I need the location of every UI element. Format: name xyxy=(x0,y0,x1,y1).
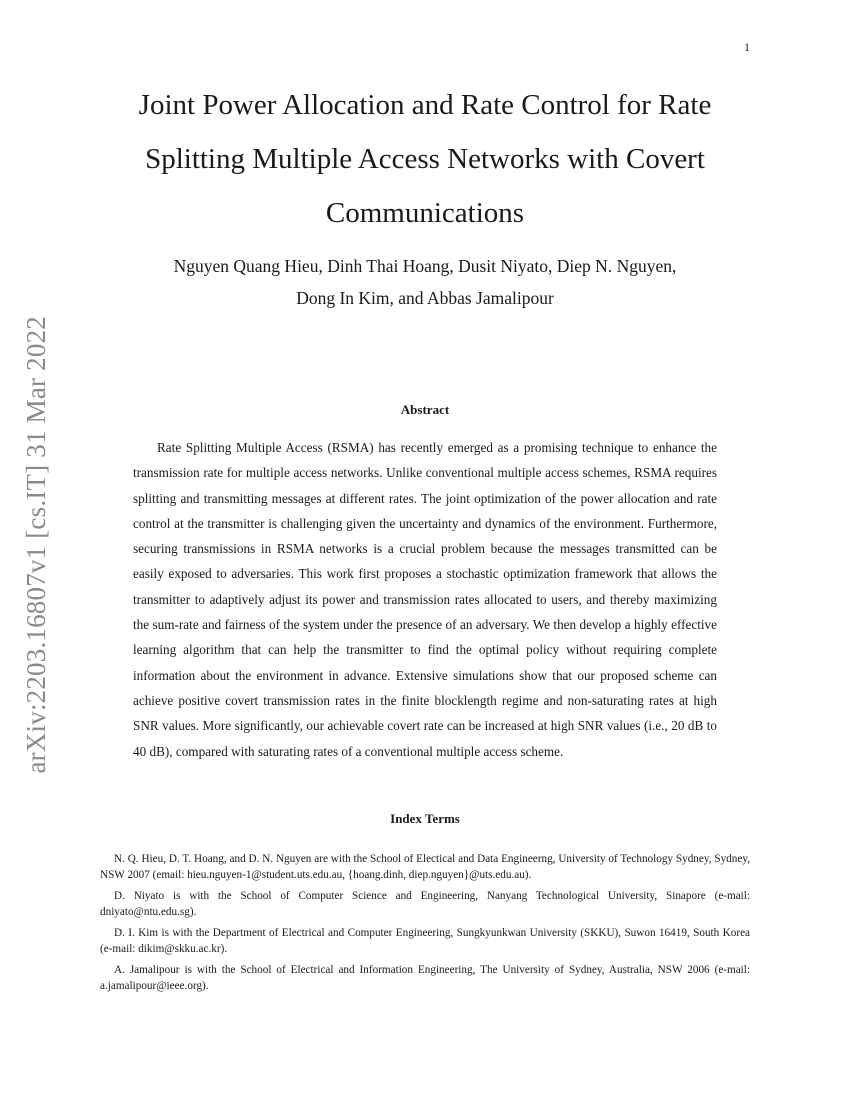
abstract-body: Rate Splitting Multiple Access (RSMA) has recently emerged as a promising technique to enhance the transmission rate for multiple access networks. Unlike conventional multiple access schemes, RSMA requires splitting and transmitting messages at different rates. The joint optimization of the power allocation and rate control at the transmitter is challenging given the uncertainty and dynamics of the environment. Furthermore, securing transmissions in RSMA networks is a crucial problem because the messages transmitted can be easily exposed to adversaries. This work first proposes a stochastic optimization framework that allows the transmitter to adaptively adjust its power and transmission rates allocated to users, and thereby maximizing the sum-rate and fairness of the system under the presence of an adversary. We then develop a highly effective learning algorithm that can help the transmitter to find the optimal policy without requiring complete information about the environment in advance. Extensive simulations show that our proposed scheme can achieve positive covert transmission rates in the finite blocklength regime and non-saturating rates at high SNR values. More significantly, our achievable covert rate can be increased at high SNR values (i.e., 20 dB to 40 dB), compared with saturating rates of a conventional multiple access scheme. xyxy=(133,440,717,759)
abstract-heading: Abstract xyxy=(400,402,450,417)
footnote-jamalipour: A. Jamalipour is with the School of Electrical and Information Engineering, The University of Sydney, Australia, NSW 2006 (e-mail: a.jamalipour@ieee.org). xyxy=(100,964,750,992)
page-number: 1 xyxy=(744,40,750,54)
authors-line-1: Nguyen Quang Hieu, Dinh Thai Hoang, Dusit Niyato, Diep N. Nguyen, xyxy=(173,256,677,276)
author-list xyxy=(95,250,755,314)
arxiv-identifier: arXiv:2203.16807v1 [cs.IT] 31 Mar 2022 xyxy=(20,316,51,774)
title-line-1: Joint Power Allocation and Rate Control for Rate xyxy=(138,89,712,121)
title-line-2: Splitting Multiple Access Networks with Covert xyxy=(145,143,705,175)
footnote-niyato: D. Niyato is with the School of Computer Science and Engineering, Nanyang Technological University, Sinapore (e-mail: dniyato@ntu.edu.sg). xyxy=(100,890,750,918)
footnote-kim: D. I. Kim is with the Department of Electrical and Computer Engineering, Sungkyunkwan University (SKKU), Suwon 16419, South Korea (e-mail: dikim@skku.ac.kr). xyxy=(100,927,750,955)
title-line-3: Communications xyxy=(325,197,525,229)
author-affiliations xyxy=(100,852,750,1000)
paper-title xyxy=(95,78,755,240)
authors-line-2: Dong In Kim, and Abbas Jamalipour xyxy=(296,288,554,308)
arxiv-stamp xyxy=(8,300,64,790)
index-terms-heading: Index Terms xyxy=(390,811,460,826)
footnote-hieu-hoang-nguyen: N. Q. Hieu, D. T. Hoang, and D. N. Nguyen are with the School of Electical and Data Engineerng, University of Technology Sydney, Sydney, NSW 2007 (email: hieu.nguyen-1@student.uts.edu.au, {hoang.dinh, diep.nguyen}@uts.edu.au). xyxy=(100,853,750,881)
